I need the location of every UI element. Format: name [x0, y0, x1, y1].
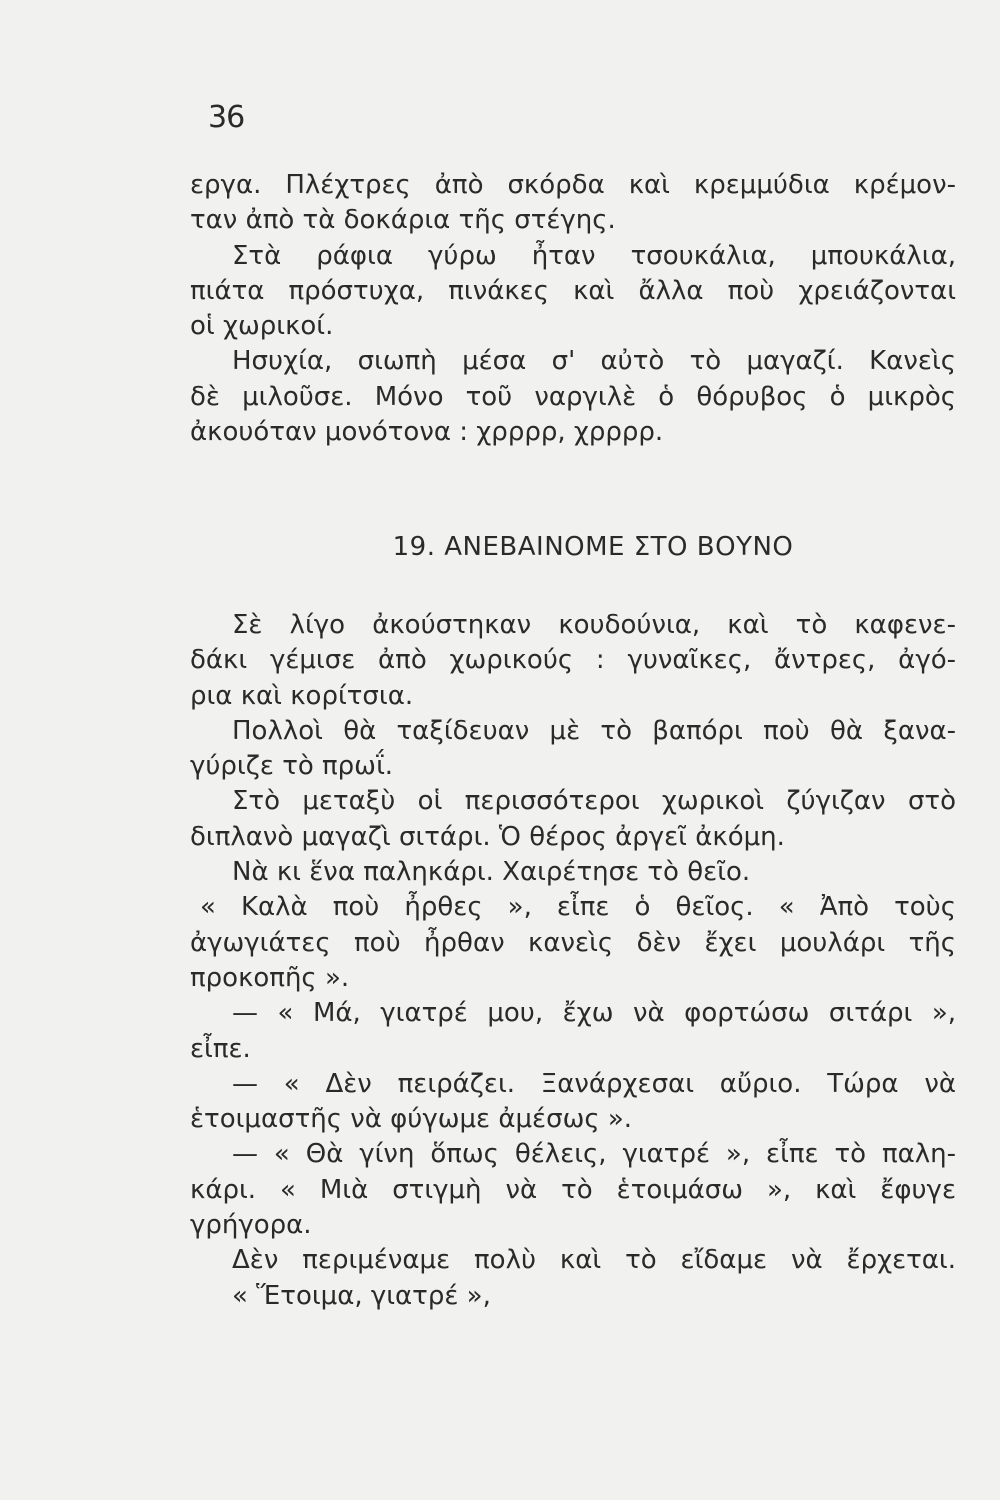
text-line: κάρι. « Μιὰ στιγμὴ νὰ τὸ ἑτοιμάσω », καὶ ἔφυγε — [190, 1174, 956, 1205]
text-line: δὲ μιλοῦσε. Μόνο τοῦ ναργιλὲ ὁ θόρυβος ὁ μικρὸς — [190, 381, 956, 412]
text-line: ἀκουόταν μονότονα : χρρρρ, χρρρρ. — [190, 417, 664, 448]
section-heading: 19. ΑΝΕΒΑΙΝΟΜΕ ΣΤΟ ΒΟΥΝΟ — [392, 532, 794, 562]
text-line: Σὲ λίγο ἀκούστηκαν κουδούνια, καὶ τὸ καφενε- — [232, 610, 956, 640]
text-line: εἶπε. — [190, 1033, 251, 1064]
text-line: διπλανὸ μαγαζὶ σιτάρι. Ὁ θέρος ἀργεῖ ἀκόμη. — [190, 821, 785, 852]
text-line: — « Δὲν πειράζει. Ξανάρχεσαι αὔριο. Τώρα νὰ — [232, 1068, 956, 1099]
text-line: δάκι γέμισε ἀπὸ χωρικούς : γυναῖκες, ἄντρες, ἀγό- — [190, 645, 956, 676]
text-line: γρήγορα. — [190, 1210, 312, 1241]
text-line: — « Μά, γιατρέ μου, ἔχω νὰ φορτώσω σιτάρι », — [232, 998, 956, 1029]
text-line: εργα. Πλέχτρες ἀπὸ σκόρδα καὶ κρεμμύδια κρέμον- — [190, 170, 956, 200]
text-line: Στὸ μεταξὺ οἱ περισσότεροι χωρικοὶ ζύγιζαν στὸ — [232, 786, 956, 817]
text-line: Στὰ ράφια γύρω ἦταν τσουκάλια, μπουκάλια, — [232, 240, 956, 271]
text-line: Ησυχία, σιωπὴ μέσα σ' αὐτὸ τὸ μαγαζί. Κανεὶς — [232, 346, 956, 377]
page-number: 36 — [208, 100, 245, 135]
text-block-bottom — [190, 608, 956, 1314]
text-line: γύριζε τὸ πρωΐ. — [190, 751, 394, 782]
text-line: οἱ χωρικοί. — [190, 311, 334, 342]
text-line: ἀγωγιάτες ποὺ ἦρθαν κανεὶς δὲν ἔχει μουλάρι τῆς — [190, 927, 956, 958]
text-line: ρια καὶ κορίτσια. — [190, 680, 414, 711]
text-line: Νὰ κι ἕνα παληκάρι. Χαιρέτησε τὸ θεῖο. — [232, 857, 751, 888]
text-line: « Ἕτοιμα, γιατρέ », — [232, 1280, 491, 1311]
text-line: ἑτοιμαστῆς νὰ φύγωμε ἀμέσως ». — [190, 1104, 633, 1135]
text-line: Δὲν περιμέναμε πολὺ καὶ τὸ εἴδαμε νὰ ἔρχεται. — [232, 1245, 956, 1276]
text-line: — « Θὰ γίνη ὅπως θέλεις, γιατρέ », εἶπε τὸ παλη- — [232, 1139, 956, 1170]
text-line: πιάτα πρόστυχα, πινάκες καὶ ἄλλα ποὺ χρειάζονται — [190, 275, 956, 306]
text-line: ταν ἀπὸ τὰ δοκάρια τῆς στέγης. — [190, 205, 616, 236]
text-block-top — [190, 168, 956, 450]
text-line: « Καλὰ ποὺ ἦρθες », εἶπε ὁ θεῖος. « Ἀπὸ τοὺς — [200, 892, 956, 923]
text-line: Πολλοὶ θὰ ταξίδευαν μὲ τὸ βαπόρι ποὺ θὰ ξανα- — [232, 715, 956, 746]
text-line: προκοπῆς ». — [190, 962, 350, 993]
